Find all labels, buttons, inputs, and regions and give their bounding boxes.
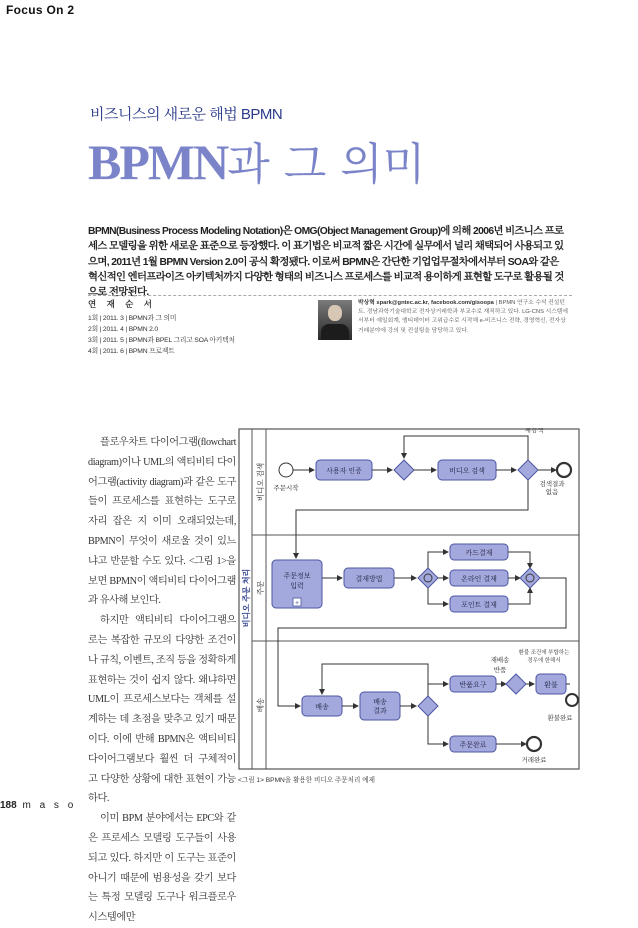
body-paragraph: 하지만 액티비티 다이어그램으로는 복잡한 규모의 다양한 조건이나 규칙, 이벤트, 조직 등을 정확하게 표현하는 것이 쉽지 않다. 왜냐하면 UML이 프로세스보다는 객체를 설계하는 데 초점을 맞추고 있기 때문이다. 이에 반해 BPMN은 액티비티 다이어그램보다 훨씬 더 구체적이고 다양한 상황에 대한 표현이 가능하다. — [88, 615, 236, 805]
task-label: 포인트 결재 — [461, 602, 497, 609]
divider — [88, 295, 572, 296]
author-suit — [321, 324, 349, 340]
gateway — [518, 460, 538, 480]
event-label: 환불완료 — [547, 715, 573, 722]
author-description: | BPMN 연구소 수석 컨설턴트. 경남과학기술대학교 전자상거래학과 부교수로 재직하고 있다. LG-CNS 시스템에서부터 예일회계, 엠티데이터 고위급수로 시작해 e-비즈니스 전략, 경영혁신, 전자상거래분야에 강의 및 컨설팅을 담당하고 있다. — [358, 300, 568, 334]
sequence-flow-redelivery — [322, 664, 428, 696]
series-item: 3회 | 2011. 5 | BPMN과 BPEL 그리고 SOA 아키텍처 — [88, 337, 235, 344]
flow-label: 반품 — [493, 667, 507, 674]
lane-label: 비디오 검색 — [256, 462, 265, 502]
lane-label: 배송 — [256, 697, 265, 713]
series-heading: 연 재 순 서 — [88, 299, 156, 309]
lane-label: 주문 — [256, 580, 265, 596]
gateway — [506, 674, 526, 694]
author-name: 박상혁 spark@gntec.ac.kr, facebook.com/gisoopa — [358, 300, 494, 306]
page-footer — [0, 800, 76, 811]
sequence-flow — [428, 716, 448, 744]
task-label: 온라인 결재 — [461, 576, 497, 583]
flow-label: 재배송 — [490, 657, 510, 664]
series-item: 4회 | 2011. 6 | BPMN 프로젝트 — [88, 348, 175, 355]
sequence-flow-research — [404, 436, 528, 460]
event-label: 검색결과 — [539, 481, 565, 488]
task-label: 주문정보 — [283, 573, 311, 580]
task-label: 배송 — [315, 704, 329, 711]
title-korean: 과 그 의미 — [227, 139, 426, 190]
bpmn-diagram — [238, 428, 588, 772]
pool-label: 비디오 주문 처리 — [242, 568, 251, 628]
start-event — [279, 463, 293, 477]
task-label: 주문완료 — [459, 742, 487, 749]
flow-label: 재검색 — [524, 428, 544, 434]
author-face — [328, 305, 342, 321]
event-label: 주문시작 — [273, 485, 299, 492]
task-label: 반품요구 — [459, 682, 487, 689]
series-list — [88, 298, 316, 357]
title-latin: BPMN — [88, 134, 228, 190]
sequence-flow — [428, 552, 448, 568]
task-label: 사용자 인증 — [326, 468, 362, 475]
task-label: 카드결재 — [465, 550, 493, 557]
sequence-flow — [508, 552, 530, 568]
article-kicker: 비즈니스의 새로운 해법 BPMN — [90, 106, 283, 123]
author-photo — [318, 300, 352, 340]
body-column — [88, 433, 236, 928]
task-label: 입력 — [290, 583, 304, 590]
body-paragraph: 이미 BPM 분야에서는 EPC와 같은 프로세스 모델링 도구들이 사용되고 있다. 하지만 이 도구는 표준이 아니기 때문에 범용성을 갖기 보다는 특정 모델링 도구나 워크플로우 시스템에만 — [88, 813, 236, 924]
task-delivery-result — [360, 692, 400, 720]
task-label: 배송 — [373, 699, 387, 706]
gateway — [418, 696, 438, 716]
end-event-transaction — [527, 737, 541, 751]
section-label: Focus On 2 — [6, 3, 75, 17]
task-label: 결과 — [373, 708, 387, 715]
event-label: 거래완료 — [521, 757, 547, 764]
page-number: 188 — [0, 800, 17, 811]
task-label: 비디오 검색 — [449, 468, 485, 475]
section-header-bar — [0, 0, 638, 22]
task-label: 환불 — [544, 682, 558, 689]
sequence-flow — [428, 588, 448, 604]
magazine-name: m a s o — [22, 800, 77, 811]
gateway — [394, 460, 414, 480]
sequence-flow — [508, 588, 530, 604]
series-item: 1회 | 2011. 3 | BPMN과 그 의미 — [88, 315, 177, 322]
flow-note: 경우에 한해서 — [527, 658, 561, 664]
end-event-refund — [566, 694, 578, 706]
event-label: 없음 — [545, 489, 559, 496]
author-bio — [358, 299, 570, 336]
series-item: 2회 | 2011. 4 | BPMN 2.0 — [88, 326, 158, 333]
article-title — [88, 128, 425, 192]
gateway-inclusive — [418, 568, 438, 588]
subprocess-marker-glyph: + — [294, 600, 300, 607]
figure-caption: <그림 1> BPMN을 활용한 비디오 주문처리 예제 — [238, 777, 375, 784]
gateway-inclusive — [520, 568, 540, 588]
task-label: 결재방법 — [355, 576, 383, 583]
end-event — [557, 463, 571, 477]
article-lead: BPMN(Business Process Modeling Notation)은 OMG(Object Management Group)에 의해 2006년 비즈니스 프로세스 모델링을 위한 새로운 표준으로 등장했다. 이 표기법은 비교적 짧은 시간에 실무에서 널리 채택되어 사용되고 있으며, 2011년 1월 BPMN Version 2.0이 공식 확정됐다. 이로써 BPMN은 간단한 기업업무절차에서부터 SOA와 같은 혁신적인 엔터프라이즈 아키텍처까지 다양한 형태의 비즈니스 프로세스를 비교적 용이하게 표현할 도구로 활용될 것으로 전망된다. — [88, 226, 564, 299]
body-paragraph: 플로우차트 다이어그램(flowchart diagram)이나 UML의 액티비티 다이어그램(activity diagram)과 같은 도구들이 프로세스를 표현하는 도구로 자리 잡은 지 이미 오래되었는데, BPMN이 무엇이 새로울 것이 있느냐고 반문할 수도 있다. <그림 1>을 보면 BPMN이 액티비티 다이어그램과 유사해 보인다. — [88, 437, 236, 607]
flow-note: 환불 조건에 부합하는 — [518, 650, 570, 656]
sequence-flow — [428, 684, 448, 696]
